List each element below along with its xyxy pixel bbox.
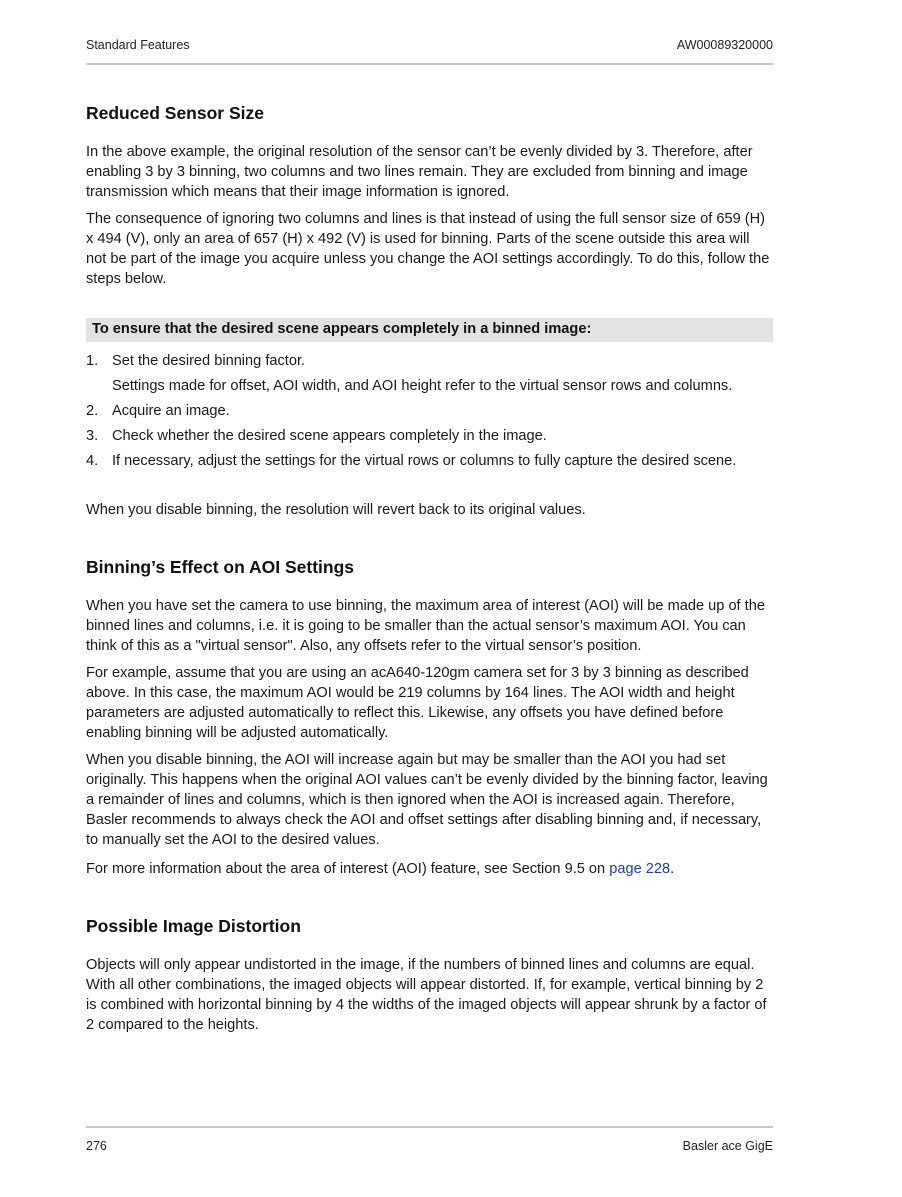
header-document-id: AW00089320000 [676, 38, 773, 52]
step-item [86, 451, 773, 471]
step-note: Settings made for offset, AOI width, and AOI height refer to the virtual sensor rows and columns. [112, 378, 733, 394]
section-heading-reduced-sensor-size: Reduced Sensor Size [86, 103, 264, 123]
step-text: Acquire an image. [112, 403, 230, 419]
page-number: 276 [86, 1139, 107, 1153]
procedure-steps [86, 351, 773, 471]
step-text: Set the desired binning factor. [112, 353, 306, 369]
procedure-heading-box [86, 318, 773, 342]
section-heading-possible-image-distortion: Possible Image Distortion [86, 916, 301, 936]
running-header [86, 38, 773, 52]
step-number: 1. [86, 353, 99, 369]
section-heading-binning-effect-on-aoi: Binning’s Effect on AOI Settings [86, 557, 355, 577]
paragraph: In the above example, the original resolution of the sensor can’t be evenly divided by 3. Therefore, after enabling 3 by 3 binning, two columns and two lines remain. They are excluded from binning and image transmission which means that their image information is ignored. [86, 144, 753, 200]
step-text: Check whether the desired scene appears completely in the image. [112, 428, 547, 444]
cross-reference-text: For more information about the area of interest (AOI) feature, see Section 9.5 on [86, 861, 610, 877]
product-name: Basler ace GigE [682, 1139, 773, 1153]
step-number: 4. [86, 453, 99, 469]
step-item [86, 351, 773, 371]
paragraph: When you disable binning, the AOI will increase again but may be smaller than the AOI you had set originally. This happens when the original AOI values can’t be evenly divided by the binning factor, leaving a remainder of lines and columns, which is then ignored when the AOI is increased again. Therefore, Basler recommends to always check the AOI and offset settings after disabling binning and, if necessary, to manually set the AOI to the desired values. [86, 752, 768, 848]
cross-reference-suffix: . [670, 861, 675, 877]
running-footer [86, 1139, 773, 1153]
paragraph: When you have set the camera to use binning, the maximum area of interest (AOI) will be made up of the binned lines and columns, i.e. it is going to be smaller than the actual sensor’s maximum AOI. You can think of this as a "virtual sensor". Also, any offsets refer to the virtual sensor’s position. [86, 598, 765, 654]
step-number: 2. [86, 403, 99, 419]
step-number: 3. [86, 428, 99, 444]
paragraph: When you disable binning, the resolution will revert back to its original values. [86, 502, 586, 518]
header-section-title: Standard Features [86, 38, 190, 52]
header-divider [86, 63, 773, 65]
step-item [86, 426, 773, 446]
page-228-link[interactable]: page 228 [609, 861, 671, 877]
paragraph: The consequence of ignoring two columns and lines is that instead of using the full sensor size of 659 (H) x 494 (V), only an area of 657 (H) x 492 (V) is used for binning. Parts of the scene outside this area will not be part of the image you acquire unless you change the AOI settings accordingly. To do this, follow the steps below. [86, 211, 770, 287]
footer-divider [86, 1126, 773, 1128]
paragraph: Objects will only appear undistorted in the image, if the numbers of binned lines and columns are equal. With all other combinations, the imaged objects will appear distorted. If, for example, vertical binning by 2 is combined with horizontal binning by 4 the widths of the imaged objects will appear shrunk by a factor of 2 compared to the heights. [86, 957, 767, 1033]
procedure-heading: To ensure that the desired scene appears completely in a binned image: [92, 321, 592, 337]
paragraph: For example, assume that you are using an acA640-120gm camera set for 3 by 3 binning as described above. In this case, the maximum AOI would be 219 columns by 164 lines. The AOI width and height parameters are adjusted automatically to reflect this. Likewise, any offsets you have defined before enabling binning will be adjusted automatically. [86, 665, 749, 741]
step-item [86, 401, 773, 421]
cross-reference-paragraph [86, 859, 773, 879]
step-text: If necessary, adjust the settings for the virtual rows or columns to fully capture the desired scene. [112, 453, 737, 469]
